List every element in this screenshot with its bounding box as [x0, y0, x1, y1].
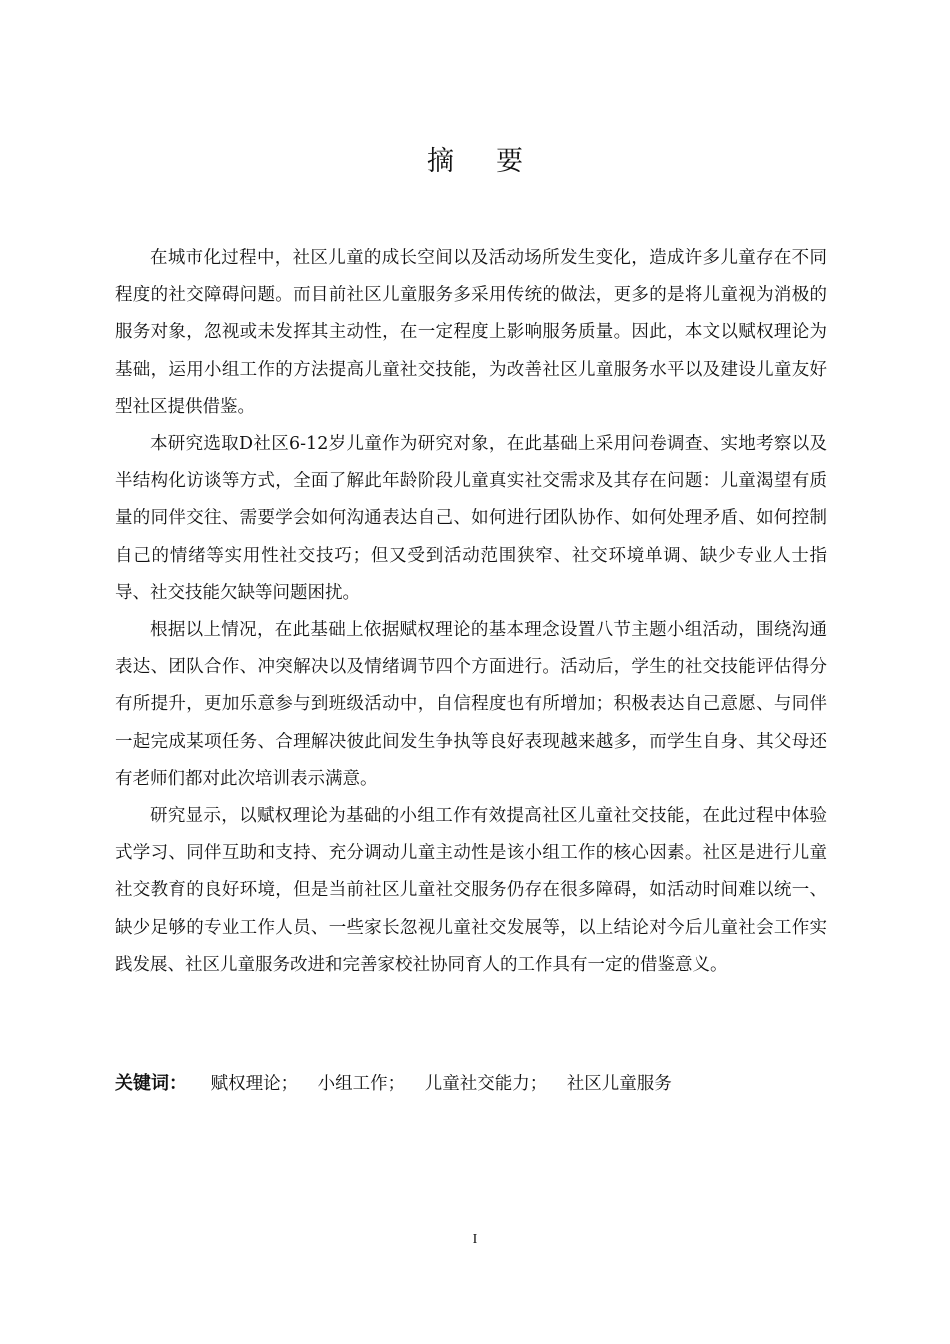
page-number: I: [472, 1232, 478, 1247]
keyword-item: 儿童社交能力；: [424, 1074, 548, 1094]
abstract-body: [115, 240, 827, 984]
keywords-line: [115, 1066, 835, 1102]
abstract-paragraph-3: 根据以上情况，在此基础上依据赋权理论的基本理念设置八节主题小组活动，围绕沟通表达、团队合作、冲突解决以及情绪调节四个方面进行。活动后，学生的社交技能评估得分有所提升，更加乐意参与到班级活动中，自信程度也有所增加；积极表达自己意愿、与同伴一起完成某项任务、合理解决彼此间发生争执等良好表现越来越多，而学生自身、其父母还有老师们都对此次培训表示满意。: [115, 620, 827, 789]
abstract-paragraph-2: 本研究选取D社区6-12岁儿童作为研究对象，在此基础上采用问卷调查、实地考察以及半结构化访谈等方式，全面了解此年龄阶段儿童真实社交需求及其存在问题：儿童渴望有质量的同伴交往、需要学会如何沟通表达自己、如何进行团队协作、如何处理矛盾、如何控制自己的情绪等实用性社交技巧；但又受到活动范围狭窄、社交环境单调、缺少专业人士指导、社交技能欠缺等问题困扰。: [115, 434, 827, 603]
page-title: 摘要: [427, 146, 565, 177]
keywords-label: 关键词：: [115, 1073, 187, 1094]
keyword-item: 小组工作；: [317, 1074, 406, 1094]
keyword-item: 社区儿童服务: [566, 1074, 672, 1094]
abstract-paragraph-4: 研究显示，以赋权理论为基础的小组工作有效提高社区儿童社交技能，在此过程中体验式学习、同伴互助和支持、充分调动儿童主动性是该小组工作的核心因素。社区是进行儿童社交教育的良好环境，但是当前社区儿童社交服务仍存在很多障碍，如活动时间难以统一、缺少足够的专业工作人员、一些家长忽视儿童社交发展等，以上结论对今后儿童社会工作实践发展、社区儿童服务改进和完善家校社协同育人的工作具有一定的借鉴意义。: [115, 806, 827, 975]
keyword-item: 赋权理论；: [210, 1074, 299, 1094]
abstract-paragraph-1: 在城市化过程中，社区儿童的成长空间以及活动场所发生变化，造成许多儿童存在不同程度的社交障碍问题。而目前社区儿童服务多采用传统的做法，更多的是将儿童视为消极的服务对象，忽视或未发挥其主动性，在一定程度上影响服务质量。因此，本文以赋权理论为基础，运用小组工作的方法提高儿童社交技能，为改善社区儿童服务水平以及建设儿童友好型社区提供借鉴。: [115, 248, 827, 417]
